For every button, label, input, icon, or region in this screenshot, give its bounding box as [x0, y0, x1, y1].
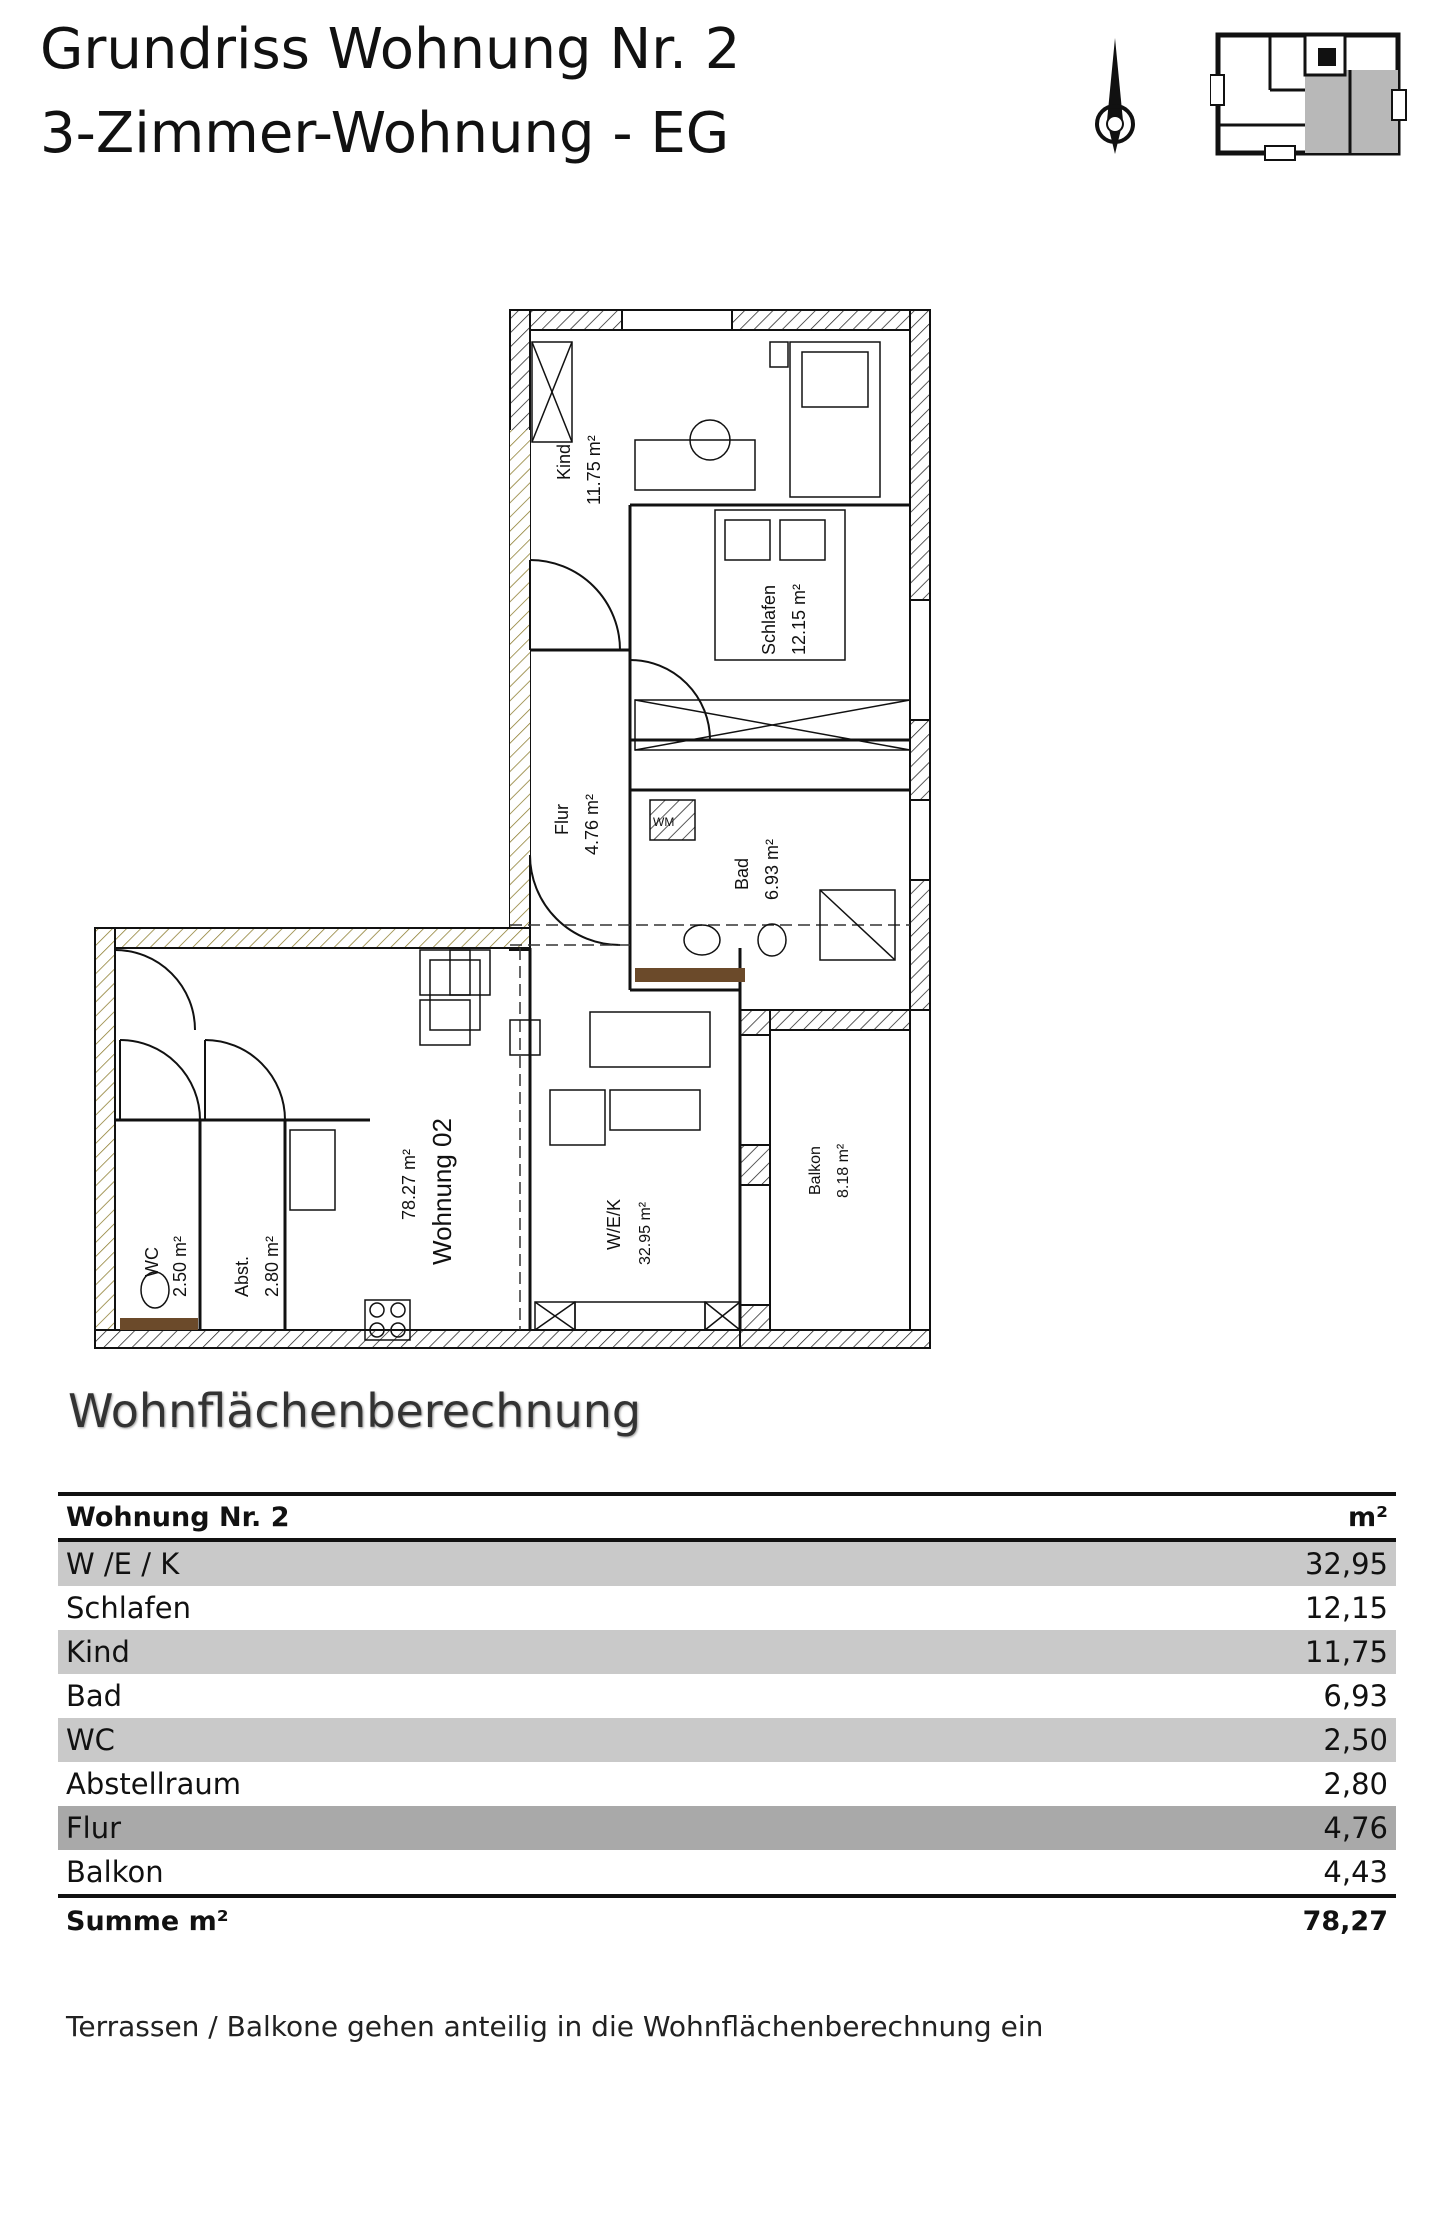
row-value: 2,80 [1323, 1767, 1388, 1801]
row-label: Flur [58, 1806, 998, 1850]
kind-area: 11.75 m² [584, 435, 604, 505]
table-row [58, 1762, 1396, 1806]
row-label: Balkon [66, 1855, 164, 1889]
room-label-bad [732, 839, 782, 900]
dashed-lines [510, 925, 910, 1330]
schlafen-name: Schlafen [759, 584, 779, 655]
footnote: Terrassen / Balkone gehen anteilig in die Wohnflächenberechnung ein [66, 2010, 1044, 2043]
room-label-flur [552, 794, 602, 855]
room-label-abst [232, 1236, 282, 1297]
table-row [58, 1850, 1396, 1896]
table-header-right: m² [998, 1494, 1396, 1540]
title-line-1: Grundriss Wohnung Nr. 2 [40, 17, 741, 82]
wc-area: 2.50 m² [170, 1235, 190, 1297]
table-row [58, 1630, 1396, 1674]
room-label-schlafen [759, 584, 809, 655]
schlafen-area: 12.15 m² [789, 583, 809, 655]
wek-name: W/E/K [604, 1198, 624, 1250]
row-label: W /E / K [58, 1540, 998, 1586]
sum-value: 78,27 [998, 1896, 1396, 1944]
wek-area: 32.95 m² [637, 1201, 654, 1265]
table-row [58, 1586, 1396, 1630]
sum-label: Summe m² [58, 1896, 998, 1944]
kind-name: Kind [554, 443, 574, 480]
calc-heading: Wohnflächenberechnung [68, 1384, 642, 1438]
balkon-name: Balkon [807, 1146, 824, 1195]
row-value: 32,95 [998, 1540, 1396, 1586]
abst-area: 2.80 m² [262, 1235, 282, 1297]
north-arrow-icon [1085, 36, 1145, 166]
table-header-left: Wohnung Nr. 2 [58, 1494, 998, 1540]
room-label-wc [142, 1236, 190, 1297]
row-value: 4,76 [998, 1806, 1396, 1850]
table-row [58, 1718, 1396, 1762]
balkon-area: 8.18 m² [835, 1143, 852, 1198]
flur-name: Flur [552, 804, 572, 835]
table-row [58, 1806, 1396, 1850]
floor-plan [90, 300, 950, 1360]
table-sum-row [58, 1896, 1396, 1944]
table-row [58, 1674, 1396, 1718]
row-value: 11,75 [998, 1630, 1396, 1674]
apartment-area: 78.27 m² [399, 1148, 419, 1220]
room-label-wek [604, 1199, 654, 1265]
page-title [40, 8, 740, 176]
row-label: Schlafen [66, 1591, 191, 1625]
apartment-name: Wohnung 02 [427, 1118, 457, 1265]
wm-label: WM [653, 815, 675, 829]
row-label: Kind [58, 1630, 998, 1674]
key-plan-icon [1210, 30, 1410, 170]
room-label-balkon [807, 1143, 852, 1198]
table-header-row [58, 1494, 1396, 1540]
row-label: Bad [66, 1679, 123, 1713]
area-table [58, 1492, 1396, 1944]
room-label-kind [554, 435, 604, 505]
row-label: WC [58, 1718, 998, 1762]
row-value: 12,15 [1304, 1591, 1388, 1625]
row-value: 2,50 [998, 1718, 1396, 1762]
doors [115, 560, 710, 1120]
row-label: Abstellraum [66, 1767, 242, 1801]
abst-name: Abst. [232, 1255, 252, 1297]
table-row [58, 1540, 1396, 1586]
flur-area: 4.76 m² [582, 793, 602, 855]
title-line-2: 3-Zimmer-Wohnung - EG [40, 101, 730, 166]
row-value: 4,43 [1323, 1855, 1388, 1889]
exterior-walls [95, 310, 930, 1348]
row-value: 6,93 [1323, 1679, 1388, 1713]
bad-area: 6.93 m² [762, 838, 782, 900]
wc-name: WC [142, 1247, 162, 1277]
bad-name: Bad [732, 857, 752, 890]
apartment-label [399, 1118, 457, 1265]
